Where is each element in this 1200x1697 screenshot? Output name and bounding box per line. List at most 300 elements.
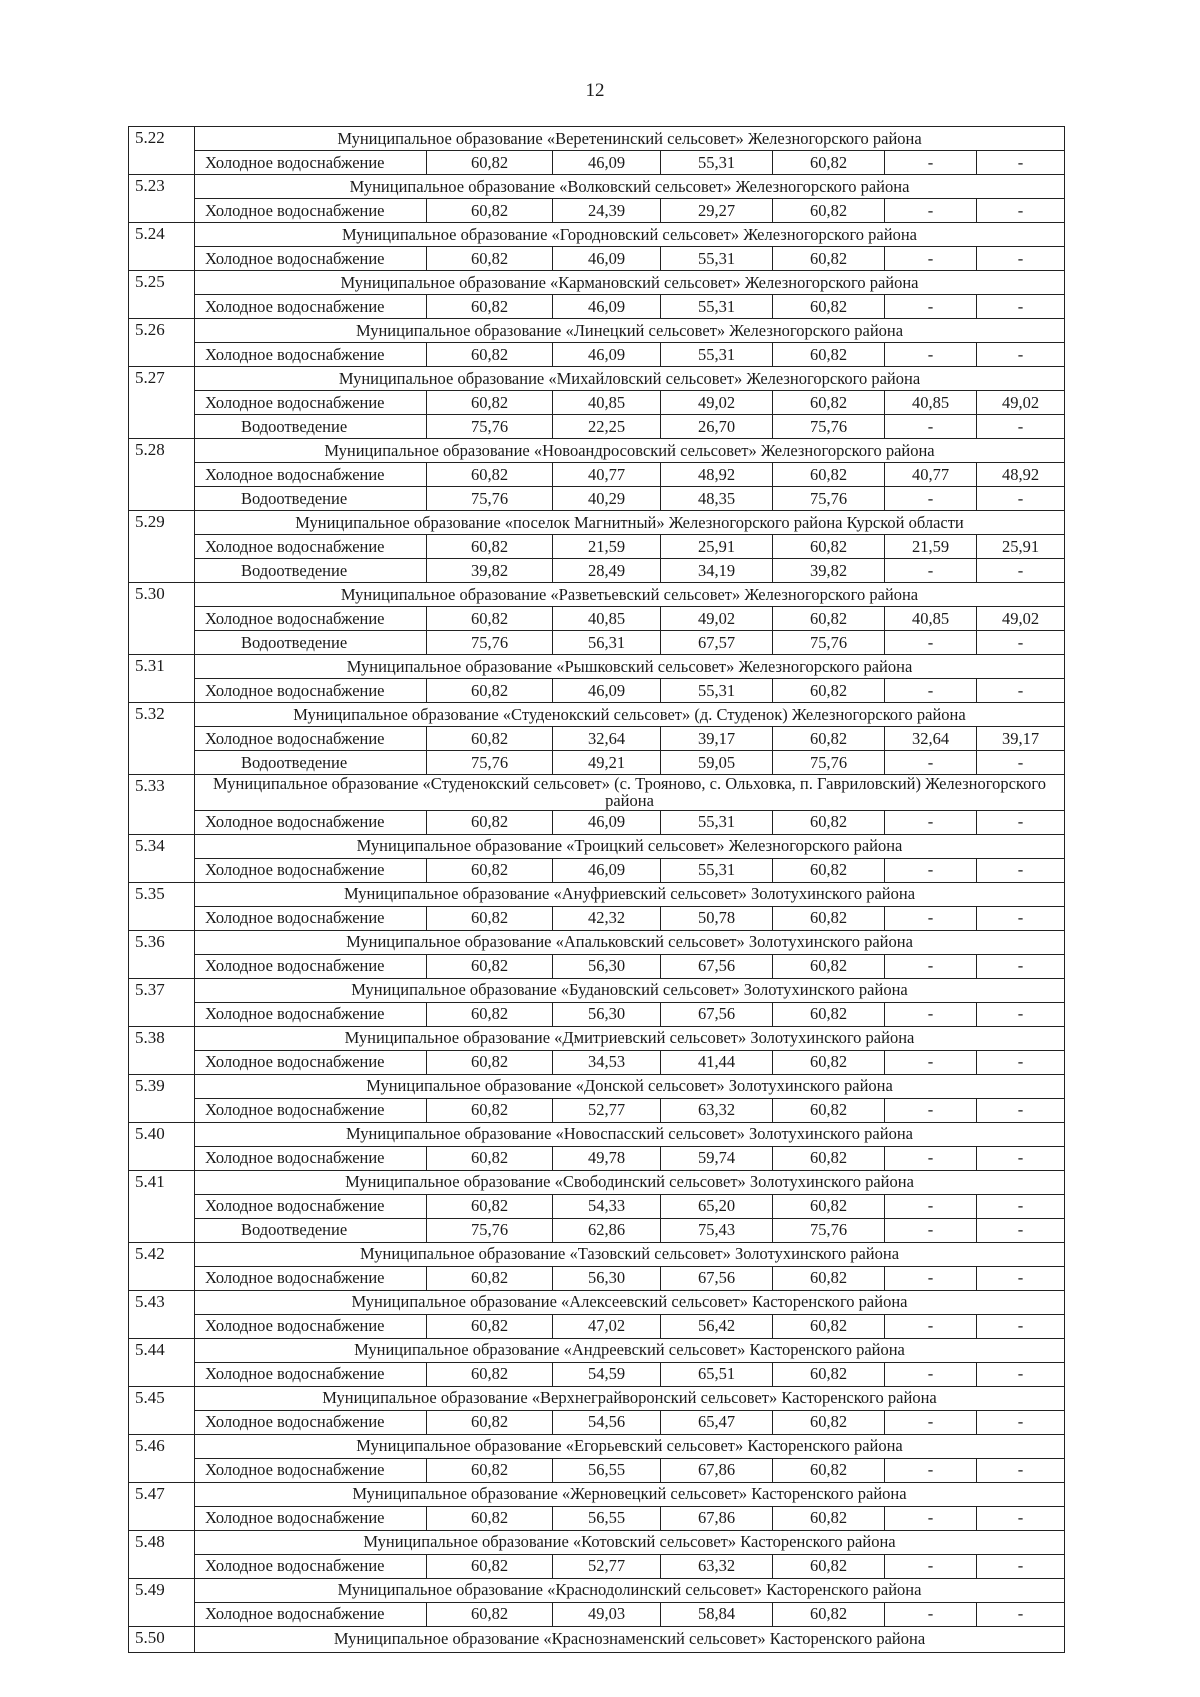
tariff-value: 65,20 (661, 1194, 773, 1218)
tariff-value: 60,82 (773, 1602, 885, 1626)
service-label: Холодное водоснабжение (195, 1506, 427, 1530)
tariff-value: 49,02 (661, 607, 773, 631)
tariff-value: - (885, 1602, 977, 1626)
service-label: Холодное водоснабжение (195, 727, 427, 751)
row-number: 5.34 (129, 834, 195, 882)
row-number: 5.45 (129, 1386, 195, 1434)
service-row (129, 751, 1065, 775)
org-row (129, 1242, 1065, 1266)
tariff-value: 40,85 (885, 391, 977, 415)
tariff-value: 60,82 (773, 727, 885, 751)
tariff-value: 34,53 (553, 1050, 661, 1074)
row-number: 5.40 (129, 1122, 195, 1170)
tariff-value: 60,82 (427, 295, 553, 319)
tariff-value: 60,82 (773, 810, 885, 834)
tariff-value: 67,56 (661, 954, 773, 978)
tariff-value: - (885, 810, 977, 834)
service-label: Холодное водоснабжение (195, 1266, 427, 1290)
row-number: 5.47 (129, 1482, 195, 1530)
org-name: Муниципальное образование «Разветьевский сельсовет» Железногорского района (195, 583, 1065, 607)
org-name: Муниципальное образование «Дмитриевский сельсовет» Золотухинского района (195, 1026, 1065, 1050)
tariff-value: - (977, 1554, 1065, 1578)
org-row (129, 1626, 1065, 1652)
row-number: 5.42 (129, 1242, 195, 1290)
tariff-value: 60,82 (427, 1194, 553, 1218)
tariff-value: 60,82 (773, 1194, 885, 1218)
org-name: Муниципальное образование «Новоандросовский сельсовет» Железногорского района (195, 439, 1065, 463)
service-label: Водоотведение (195, 559, 427, 583)
service-label: Холодное водоснабжение (195, 906, 427, 930)
tariff-value: - (885, 559, 977, 583)
org-name: Муниципальное образование «Рышковский сельсовет» Железногорского района (195, 655, 1065, 679)
tariff-value: 60,82 (773, 463, 885, 487)
tariff-value: 56,55 (553, 1458, 661, 1482)
org-row (129, 1530, 1065, 1554)
org-row (129, 1434, 1065, 1458)
tariff-value: - (977, 151, 1065, 175)
row-number: 5.43 (129, 1290, 195, 1338)
service-label: Холодное водоснабжение (195, 1050, 427, 1074)
service-row (129, 1506, 1065, 1530)
org-row (129, 175, 1065, 199)
tariff-value: 60,82 (427, 343, 553, 367)
service-row (129, 727, 1065, 751)
org-name: Муниципальное образование «Линецкий сельсовет» Железногорского района (195, 319, 1065, 343)
tariff-value: 48,92 (661, 463, 773, 487)
service-row (129, 858, 1065, 882)
tariff-value: - (885, 487, 977, 511)
tariff-value: 60,82 (773, 343, 885, 367)
tariff-value: 60,82 (427, 1050, 553, 1074)
org-row (129, 127, 1065, 151)
service-label: Холодное водоснабжение (195, 858, 427, 882)
service-row (129, 1146, 1065, 1170)
org-name: Муниципальное образование «Волковский сельсовет» Железногорского района (195, 175, 1065, 199)
tariff-value: - (885, 151, 977, 175)
org-row (129, 775, 1065, 811)
tariff-value: 56,55 (553, 1506, 661, 1530)
tariff-value: 60,82 (773, 1146, 885, 1170)
org-row (129, 1122, 1065, 1146)
org-name: Муниципальное образование «Городновский сельсовет» Железногорского района (195, 223, 1065, 247)
tariff-value: - (977, 858, 1065, 882)
tariff-value: 75,76 (773, 487, 885, 511)
tariff-value: 60,82 (427, 858, 553, 882)
tariff-value: 60,82 (773, 679, 885, 703)
tariff-value: 54,56 (553, 1410, 661, 1434)
service-row (129, 1218, 1065, 1242)
tariff-value: - (977, 1458, 1065, 1482)
tariff-value: 60,82 (427, 1098, 553, 1122)
tariff-value: 60,82 (773, 1554, 885, 1578)
org-name: Муниципальное образование «Апальковский сельсовет» Золотухинского района (195, 930, 1065, 954)
tariff-value: 60,82 (427, 535, 553, 559)
tariff-value: 39,17 (977, 727, 1065, 751)
org-name: Муниципальное образование «Михайловский сельсовет» Железногорского района (195, 367, 1065, 391)
service-row (129, 679, 1065, 703)
org-name: Муниципальное образование «Краснодолинский сельсовет» Касторенского района (195, 1578, 1065, 1602)
tariff-value: 25,91 (977, 535, 1065, 559)
row-number: 5.44 (129, 1338, 195, 1386)
service-label: Холодное водоснабжение (195, 1602, 427, 1626)
tariff-value: 60,82 (773, 607, 885, 631)
service-row (129, 631, 1065, 655)
tariff-value: 60,82 (773, 151, 885, 175)
row-number: 5.36 (129, 930, 195, 978)
service-label: Холодное водоснабжение (195, 1002, 427, 1026)
tariff-value: 32,64 (885, 727, 977, 751)
service-label: Холодное водоснабжение (195, 954, 427, 978)
tariff-value: 63,32 (661, 1098, 773, 1122)
service-row (129, 415, 1065, 439)
tariff-value: 60,82 (427, 906, 553, 930)
tariff-value: - (977, 295, 1065, 319)
org-row (129, 223, 1065, 247)
tariff-value: - (885, 631, 977, 655)
tariff-value: - (885, 954, 977, 978)
org-name: Муниципальное образование «Новоспасский сельсовет» Золотухинского района (195, 1122, 1065, 1146)
tariff-value: 60,82 (773, 1410, 885, 1434)
tariff-table-body (129, 127, 1065, 1653)
service-label: Холодное водоснабжение (195, 199, 427, 223)
tariff-value: 60,82 (427, 199, 553, 223)
tariff-value: 24,39 (553, 199, 661, 223)
tariff-value: 58,84 (661, 1602, 773, 1626)
org-row (129, 439, 1065, 463)
tariff-value: 25,91 (661, 535, 773, 559)
tariff-value: 40,77 (885, 463, 977, 487)
tariff-value: - (885, 1050, 977, 1074)
tariff-value: 26,70 (661, 415, 773, 439)
tariff-value: 60,82 (773, 199, 885, 223)
tariff-value: 60,82 (773, 1362, 885, 1386)
tariff-value: - (977, 199, 1065, 223)
tariff-value: 56,30 (553, 1266, 661, 1290)
org-name: Муниципальное образование «поселок Магнитный» Железногорского района Курской области (195, 511, 1065, 535)
tariff-value: 32,64 (553, 727, 661, 751)
tariff-value: 60,82 (773, 858, 885, 882)
tariff-value: 52,77 (553, 1554, 661, 1578)
tariff-value: 75,76 (427, 751, 553, 775)
tariff-value: 48,92 (977, 463, 1065, 487)
org-row (129, 1338, 1065, 1362)
tariff-value: 55,31 (661, 858, 773, 882)
org-name: Муниципальное образование «Студенокский сельсовет» (с. Трояново, с. Ольховка, п. Гавриловский) Железногорского района (195, 775, 1065, 811)
tariff-value: 56,31 (553, 631, 661, 655)
org-row (129, 1578, 1065, 1602)
tariff-value: 60,82 (427, 1314, 553, 1338)
tariff-value: 60,82 (427, 247, 553, 271)
tariff-value: 49,02 (977, 607, 1065, 631)
tariff-value: 49,02 (977, 391, 1065, 415)
tariff-value: - (885, 906, 977, 930)
tariff-value: 59,74 (661, 1146, 773, 1170)
tariff-value: 56,42 (661, 1314, 773, 1338)
tariff-value: - (885, 1554, 977, 1578)
tariff-value: 40,85 (885, 607, 977, 631)
tariff-value: 47,02 (553, 1314, 661, 1338)
tariff-value: - (977, 1506, 1065, 1530)
tariff-value: 40,85 (553, 607, 661, 631)
service-label: Холодное водоснабжение (195, 679, 427, 703)
org-row (129, 1170, 1065, 1194)
tariff-value: - (977, 343, 1065, 367)
service-label: Холодное водоснабжение (195, 607, 427, 631)
service-label: Холодное водоснабжение (195, 1194, 427, 1218)
org-row (129, 930, 1065, 954)
org-row (129, 703, 1065, 727)
service-label: Холодное водоснабжение (195, 247, 427, 271)
service-row (129, 1362, 1065, 1386)
tariff-value: 60,82 (773, 391, 885, 415)
service-label: Холодное водоснабжение (195, 391, 427, 415)
tariff-value: 75,76 (773, 751, 885, 775)
org-row (129, 655, 1065, 679)
org-name: Муниципальное образование «Троицкий сельсовет» Железногорского района (195, 834, 1065, 858)
service-label: Водоотведение (195, 751, 427, 775)
tariff-value: 29,27 (661, 199, 773, 223)
tariff-value: - (885, 858, 977, 882)
tariff-value: - (977, 906, 1065, 930)
tariff-value: 60,82 (427, 1554, 553, 1578)
tariff-table (128, 126, 1065, 1653)
row-number: 5.39 (129, 1074, 195, 1122)
tariff-value: - (977, 810, 1065, 834)
service-row (129, 559, 1065, 583)
tariff-value: 60,82 (773, 954, 885, 978)
org-row (129, 1386, 1065, 1410)
service-row (129, 391, 1065, 415)
tariff-value: 21,59 (885, 535, 977, 559)
page-number: 12 (585, 80, 605, 101)
tariff-value: 48,35 (661, 487, 773, 511)
row-number: 5.29 (129, 511, 195, 583)
service-label: Водоотведение (195, 415, 427, 439)
service-label: Холодное водоснабжение (195, 343, 427, 367)
org-name: Муниципальное образование «Ануфриевский сельсовет» Золотухинского района (195, 882, 1065, 906)
org-name: Муниципальное образование «Котовский сельсовет» Касторенского района (195, 1530, 1065, 1554)
service-row (129, 906, 1065, 930)
tariff-value: 55,31 (661, 295, 773, 319)
tariff-value: 60,82 (427, 1458, 553, 1482)
tariff-value: 40,77 (553, 463, 661, 487)
tariff-value: - (977, 1362, 1065, 1386)
tariff-value: 60,82 (427, 391, 553, 415)
tariff-value: - (885, 1410, 977, 1434)
row-number: 5.49 (129, 1578, 195, 1626)
row-number: 5.50 (129, 1626, 195, 1652)
service-row (129, 607, 1065, 631)
service-row (129, 247, 1065, 271)
service-label: Холодное водоснабжение (195, 535, 427, 559)
tariff-value: - (885, 1002, 977, 1026)
service-label: Холодное водоснабжение (195, 1314, 427, 1338)
service-row (129, 199, 1065, 223)
tariff-value: 34,19 (661, 559, 773, 583)
tariff-value: 60,82 (773, 247, 885, 271)
row-number: 5.27 (129, 367, 195, 439)
row-number: 5.33 (129, 775, 195, 835)
tariff-value: 39,17 (661, 727, 773, 751)
org-row (129, 1482, 1065, 1506)
tariff-value: 60,82 (427, 607, 553, 631)
service-row (129, 463, 1065, 487)
org-name: Муниципальное образование «Жерновецкий сельсовет» Касторенского района (195, 1482, 1065, 1506)
org-name: Муниципальное образование «Будановский сельсовет» Золотухинского района (195, 978, 1065, 1002)
tariff-value: 41,44 (661, 1050, 773, 1074)
tariff-value: 60,82 (427, 1362, 553, 1386)
tariff-value: - (885, 1458, 977, 1482)
org-name: Муниципальное образование «Верхнеграйворонский сельсовет» Касторенского района (195, 1386, 1065, 1410)
tariff-value: - (977, 1410, 1065, 1434)
org-name: Муниципальное образование «Свободинский сельсовет» Золотухинского района (195, 1170, 1065, 1194)
tariff-value: - (885, 295, 977, 319)
tariff-value: 62,86 (553, 1218, 661, 1242)
tariff-value: 55,31 (661, 343, 773, 367)
service-row (129, 1554, 1065, 1578)
tariff-value: 46,09 (553, 295, 661, 319)
tariff-value: - (885, 1218, 977, 1242)
tariff-value: 60,82 (427, 1146, 553, 1170)
tariff-value: - (977, 247, 1065, 271)
org-row (129, 583, 1065, 607)
tariff-value: - (977, 679, 1065, 703)
org-row (129, 367, 1065, 391)
org-name: Муниципальное образование «Краснознаменский сельсовет» Касторенского района (195, 1626, 1065, 1652)
tariff-value: 49,03 (553, 1602, 661, 1626)
tariff-value: - (885, 415, 977, 439)
tariff-value: 67,57 (661, 631, 773, 655)
org-row (129, 978, 1065, 1002)
org-row (129, 882, 1065, 906)
tariff-value: 46,09 (553, 247, 661, 271)
tariff-value: 49,21 (553, 751, 661, 775)
row-number: 5.24 (129, 223, 195, 271)
tariff-value: 39,82 (773, 559, 885, 583)
tariff-value: 60,82 (427, 1002, 553, 1026)
org-name: Муниципальное образование «Веретенинский сельсовет» Железногорского района (195, 127, 1065, 151)
tariff-value: 65,47 (661, 1410, 773, 1434)
tariff-value: - (885, 1314, 977, 1338)
tariff-value: - (885, 247, 977, 271)
tariff-value: 52,77 (553, 1098, 661, 1122)
row-number: 5.48 (129, 1530, 195, 1578)
row-number: 5.28 (129, 439, 195, 511)
service-row (129, 1602, 1065, 1626)
tariff-value: 67,86 (661, 1506, 773, 1530)
tariff-value: - (885, 199, 977, 223)
tariff-value: 54,33 (553, 1194, 661, 1218)
org-row (129, 271, 1065, 295)
tariff-value: 56,30 (553, 1002, 661, 1026)
tariff-value: 75,43 (661, 1218, 773, 1242)
tariff-value: 42,32 (553, 906, 661, 930)
tariff-value: 60,82 (773, 1266, 885, 1290)
tariff-value: 67,86 (661, 1458, 773, 1482)
tariff-value: 60,82 (773, 1050, 885, 1074)
service-row (129, 535, 1065, 559)
tariff-value: 21,59 (553, 535, 661, 559)
tariff-value: - (885, 1194, 977, 1218)
tariff-value: 39,82 (427, 559, 553, 583)
row-number: 5.32 (129, 703, 195, 775)
tariff-value: 60,82 (773, 1458, 885, 1482)
row-number: 5.35 (129, 882, 195, 930)
tariff-value: 60,82 (773, 295, 885, 319)
tariff-value: 75,76 (427, 487, 553, 511)
tariff-value: 63,32 (661, 1554, 773, 1578)
tariff-value: - (885, 1098, 977, 1122)
tariff-value: 49,78 (553, 1146, 661, 1170)
tariff-value: 50,78 (661, 906, 773, 930)
org-name: Муниципальное образование «Студенокский сельсовет» (д. Студенок) Железногорского района (195, 703, 1065, 727)
tariff-value: 60,82 (427, 679, 553, 703)
service-row (129, 343, 1065, 367)
service-label: Холодное водоснабжение (195, 295, 427, 319)
row-number: 5.30 (129, 583, 195, 655)
tariff-value: - (977, 1098, 1065, 1122)
tariff-value: 60,82 (773, 1098, 885, 1122)
tariff-value: 75,76 (773, 415, 885, 439)
service-row (129, 1266, 1065, 1290)
tariff-value: 75,76 (427, 415, 553, 439)
org-row (129, 1290, 1065, 1314)
tariff-value: 75,76 (773, 631, 885, 655)
org-name: Муниципальное образование «Тазовский сельсовет» Золотухинского района (195, 1242, 1065, 1266)
service-label: Холодное водоснабжение (195, 1410, 427, 1434)
tariff-value: - (977, 415, 1065, 439)
tariff-value: - (885, 1146, 977, 1170)
tariff-value: 60,82 (427, 954, 553, 978)
tariff-value: 60,82 (773, 1506, 885, 1530)
service-label: Водоотведение (195, 1218, 427, 1242)
row-number: 5.26 (129, 319, 195, 367)
service-label: Холодное водоснабжение (195, 1458, 427, 1482)
tariff-value: - (885, 1266, 977, 1290)
service-row (129, 1098, 1065, 1122)
tariff-value: 75,76 (427, 631, 553, 655)
tariff-value: 75,76 (427, 1218, 553, 1242)
service-label: Холодное водоснабжение (195, 1554, 427, 1578)
tariff-value: - (977, 1194, 1065, 1218)
tariff-value: 56,30 (553, 954, 661, 978)
service-label: Холодное водоснабжение (195, 151, 427, 175)
tariff-value: - (977, 631, 1065, 655)
tariff-value: - (977, 1602, 1065, 1626)
tariff-value: 60,82 (773, 906, 885, 930)
row-number: 5.38 (129, 1026, 195, 1074)
service-row (129, 1194, 1065, 1218)
tariff-value: 46,09 (553, 810, 661, 834)
tariff-value: 22,25 (553, 415, 661, 439)
service-row (129, 954, 1065, 978)
tariff-value: 60,82 (427, 810, 553, 834)
service-row (129, 1314, 1065, 1338)
service-row (129, 151, 1065, 175)
tariff-value: 46,09 (553, 151, 661, 175)
service-label: Водоотведение (195, 631, 427, 655)
tariff-value: - (885, 1362, 977, 1386)
tariff-value: 67,56 (661, 1002, 773, 1026)
service-label: Водоотведение (195, 487, 427, 511)
tariff-value: 75,76 (773, 1218, 885, 1242)
tariff-value: - (977, 1050, 1065, 1074)
tariff-value: 55,31 (661, 151, 773, 175)
tariff-value: - (977, 1002, 1065, 1026)
row-number: 5.31 (129, 655, 195, 703)
tariff-value: - (885, 343, 977, 367)
tariff-value: - (977, 487, 1065, 511)
